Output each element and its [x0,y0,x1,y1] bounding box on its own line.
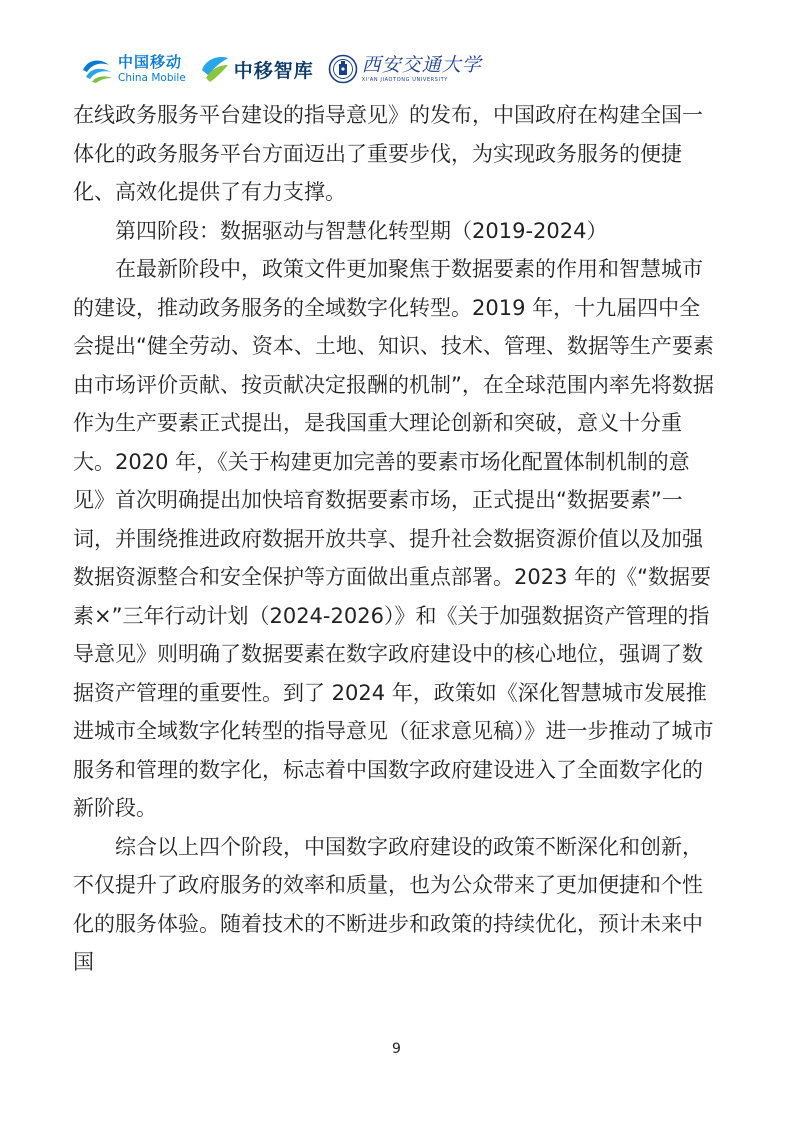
zhongyi-zhiku-logo [200,54,314,84]
page-header [80,48,496,90]
zhongyi-zhiku-text: 中移智库 [233,59,314,82]
zhongyi-leaf-icon [200,54,230,84]
xjtu-seal-icon [328,54,358,84]
xjtu-name-cn: 西安交通大学 [361,53,482,76]
paragraph-summary: 综合以上四个阶段，中国数字政府建设的政策不断深化和创新，不仅提升了政府服务的效率和质量，也为公众带来了更加便捷和个性化的服务体验。随着技术的不断进步和政策的持续优化，预计未来中国 [73,834,703,974]
china-mobile-en: China Mobile [118,71,186,84]
paragraph-stage-four: 在最新阶段中，政策文件更加聚焦于数据要素的作用和智慧城市的建设，推动政务服务的全域数字化转型。2019 年，十九届四中全会提出“健全劳动、资本、土地、知识、技术、管理、数据等生产要素由市场评价贡献、按贡献决定报酬的机制”，在全球范围内率先将数据作为生产要素正式提出，是我国重大理论创新和突破，意义十分重大。2020 年，《关于构建更加完善的要素市场化配置体制机制的意见》首次明确提出加快培育数据要素市场，正式提出“数据要素”一词，并围绕推进政府数据开放共享、提升社会数据资源价值以及加强数据资源整合和安全保护等方面做出重点部署。2023 年的《“数据要素×”三年行动计划（2024-2026）》和《关于加强数据资产管理的指导意见》则明确了数据要素在数字政府建设中的核心地位，强调了数据资产管理的重要性。到了 2024 年，政策如《深化智慧城市发展推进城市全域数字化转型的指导意见（征求意见稿）》进一步推动了城市服务和管理的数字化，标志着中国数字政府建设进入了全面数字化的新阶段。 [73,257,714,820]
china-mobile-icon [80,55,114,83]
section-heading-stage-four: 第四阶段：数据驱动与智慧化转型期（2019-2024） [115,218,608,243]
china-mobile-cn: 中国移动 [118,52,183,71]
paragraph-continuation: 在线政务服务平台建设的指导意见》的发布，中国政府在构建全国一体化的政务服务平台方面迈出了重要步伐，为实现政务服务的便捷化、高效化提供了有力支撑。 [73,103,703,204]
xjtu-name-en: XI'AN JIAOTONG UNIVERSITY [361,76,448,83]
document-body [73,96,721,982]
page-number: 9 [392,1041,401,1057]
xjtu-logo [328,54,482,84]
china-mobile-logo [80,52,186,84]
